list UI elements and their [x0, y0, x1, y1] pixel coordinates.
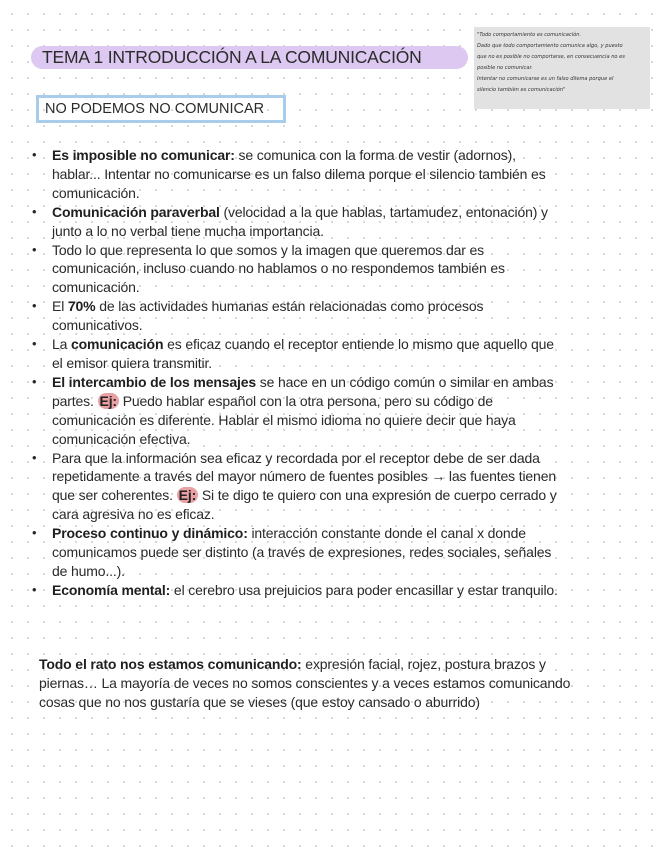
- bullet-list: [32, 146, 562, 600]
- bullet-bold: Comunicación paraverbal: [52, 203, 220, 220]
- page-title: TEMA 1 INTRODUCCIÓN A LA COMUNICACIÓN: [31, 46, 468, 69]
- callout-line: "Todo comportamiento es comunicación.: [477, 32, 582, 38]
- bullet-bold: Es imposible no comunicar:: [52, 147, 235, 163]
- callout-line: silencio también es comunicación": [477, 87, 566, 93]
- bullet-text: (velocidad a la que hablas, tartamudez, entonación) y junto a lo no verbal tiene mucha importancia.: [52, 203, 548, 239]
- bullet-item: [32, 146, 562, 203]
- bullet-item: [32, 297, 562, 335]
- bullet-pre: La: [52, 336, 72, 353]
- bullet-item: [32, 581, 562, 600]
- bullet-item: [32, 241, 562, 298]
- callout-line: posible no comunicar.: [477, 65, 533, 71]
- bullet-item: [32, 335, 562, 373]
- bullet-text: es eficaz cuando el receptor entiende lo mismo que aquello que el emisor quiera transmitir.: [52, 336, 554, 371]
- bullet-item: [32, 373, 562, 449]
- quote-callout: [474, 27, 650, 109]
- bullet-post: Si te digo te quiero con una expresión de cuerpo cerrado y cara agresiva no es eficaz.: [52, 487, 557, 523]
- bullet-item: [32, 203, 562, 241]
- bullet-text: Todo lo que representa lo que somos y la imagen que queremos dar es comunicación, incluso cuando no hablamos o no respondemos también es comunicación.: [52, 241, 505, 296]
- bullet-text: de las actividades humanas están relacionadas como procesos comunicativos.: [52, 298, 484, 334]
- section-subtitle: NO PODEMOS NO COMUNICAR: [36, 95, 286, 123]
- bullet-item: [32, 524, 562, 581]
- bullet-text: interacción constante donde el canal x donde comunicamos puede ser distinto (a través de expresiones, redes sociales, señales de humo...).: [52, 525, 552, 579]
- bullet-bold: 70%: [67, 298, 96, 315]
- bullet-bold: Economía mental:: [52, 581, 171, 598]
- bullet-text: se comunica con la forma de vestir (adornos), hablar... Intentar no comunicarse es un falso dilema porque el silencio también es comunicación.: [52, 147, 546, 201]
- bullet-text: Para que la información sea eficaz y recordada por el receptor debe de ser dada repetidamente a través del mayor número de fuentes posibles → las fuentes tienen que ser coherentes.: [52, 449, 556, 504]
- bullet-pre: El: [52, 298, 68, 315]
- bullet-item: [32, 449, 562, 525]
- example-tag: Ej:: [178, 487, 197, 504]
- summary-text: expresión facial, rojez, postura brazos y piernas… La mayoría de veces no somos conscientes y a veces estamos comunicando cosas que no nos gustaría que se vieses (que estoy cansado o aburrido): [39, 656, 571, 710]
- callout-line: que no es posible no comportarse, en consecuencia no es: [477, 54, 625, 60]
- bullet-post: Puedo hablar español con la otra persona, pero su código de comunicación es diferente. Hablar el mismo idioma no quiere decir que haya comunicación efectiva.: [52, 392, 516, 447]
- callout-line: Dado que todo comportamiento comunica algo, y puesto: [477, 43, 623, 49]
- summary-paragraph: [39, 655, 579, 712]
- bullet-bold: Proceso continuo y dinámico:: [52, 525, 248, 542]
- example-tag: Ej:: [99, 392, 117, 409]
- summary-bold: Todo el rato nos estamos comunicando:: [39, 656, 302, 672]
- bullet-text: el cerebro usa prejuicios para poder encasillar y estar tranquilo.: [170, 581, 558, 598]
- bullet-bold: comunicación: [71, 336, 164, 353]
- bullet-text: se hace en un código común o similar en ambas partes.: [52, 373, 554, 409]
- bullet-bold: El intercambio de los mensajes: [52, 373, 257, 390]
- callout-line: Intentar no comunicarse es un falso dilema porque el: [477, 76, 614, 82]
